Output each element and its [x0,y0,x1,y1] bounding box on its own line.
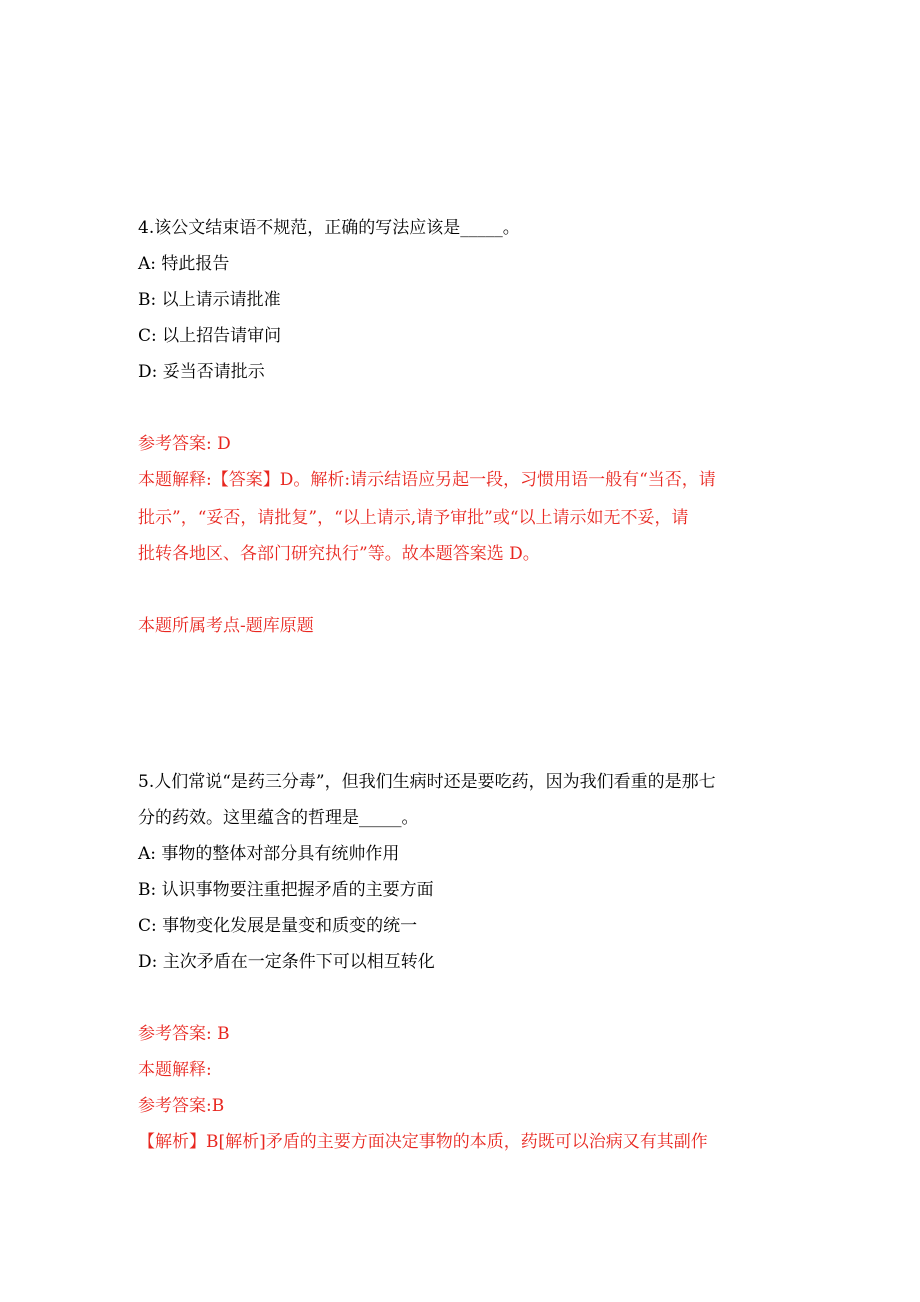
q5-stem-line-1: 5.人们常说“是药三分毒”，但我们生病时还是要吃药，因为我们看重的是那七 [138,772,716,792]
q4-answer: 参考答案: D [138,434,231,454]
q4-option-a: A: 特此报告 [138,254,230,274]
q5-answer-repeat: 参考答案:B [138,1096,225,1116]
q4-explanation-line-1: 本题解释:【答案】D。解析:请示结语应另起一段，习惯用语一般有“当否，请 [138,470,716,490]
q5-stem-line-2: 分的药效。这里蕴含的哲理是_____。 [138,808,419,828]
q4-stem: 4.该公文结束语不规范，正确的写法应该是_____。 [138,218,520,238]
q5-option-c: C: 事物变化发展是量变和质变的统一 [138,916,418,936]
q4-option-d: D: 妥当否请批示 [138,362,265,382]
q5-explanation-label: 本题解释: [138,1060,212,1080]
q5-analysis: 【解析】B[解析]矛盾的主要方面决定事物的本质，药既可以治病又有其副作 [138,1132,708,1152]
q4-topic: 本题所属考点-题库原题 [138,616,314,636]
q5-option-a: A: 事物的整体对部分具有统帅作用 [138,844,400,864]
q5-option-b: B: 认识事物要注重把握矛盾的主要方面 [138,880,434,900]
q4-explanation-line-3: 批转各地区、各部门研究执行”等。故本题答案选 D。 [138,544,540,564]
q5-option-d: D: 主次矛盾在一定条件下可以相互转化 [138,952,435,972]
q4-option-b: B: 以上请示请批准 [138,290,281,310]
q4-option-c: C: 以上招告请审问 [138,326,282,346]
q5-answer: 参考答案: B [138,1024,230,1044]
q4-explanation-line-2: 批示”，“妥否，请批复”，“以上请示,请予审批”或“以上请示如无不妥，请 [138,508,689,528]
